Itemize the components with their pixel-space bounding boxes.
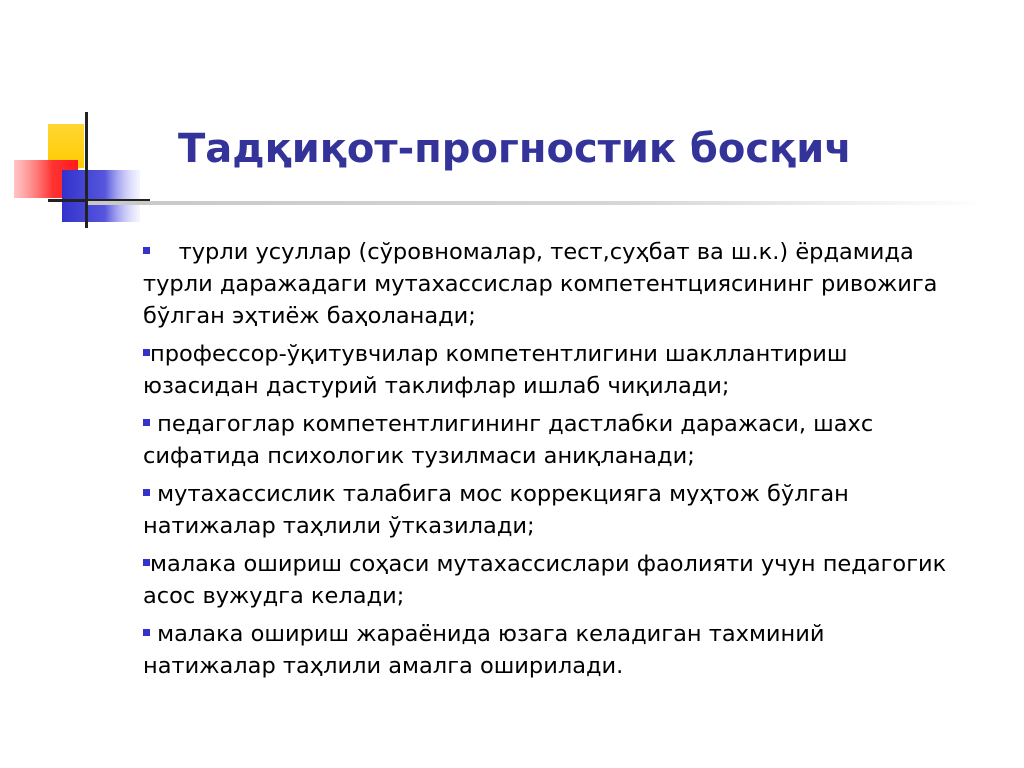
bullet-text: малака ошириш соҳаси мутахассислари фаолияти учун педагогик асос вужудга келади; [143, 551, 954, 609]
bullet-text: турли усуллар (сўровномалар, тест,суҳбат ва ш.к.) ёрдамида турли даражадаги мутахассислар компетентциясининг ривожига бўлган эҳтиёж баҳоланади; [143, 239, 945, 329]
logo-blue-square [62, 170, 140, 222]
bullet-list [143, 236, 963, 688]
bullet-text: профессор-ўқитувчилар компетентлигини шакллантириш юзасидан дастурий таклифлар ишлаб чиқилади; [143, 341, 855, 399]
bullet-item [143, 236, 963, 332]
square-bullet-icon [143, 247, 150, 254]
bullet-item [143, 478, 963, 542]
bullet-item [143, 618, 963, 682]
bullet-item [143, 548, 963, 612]
square-bullet-icon [143, 489, 150, 496]
square-bullet-icon [143, 559, 150, 566]
bullet-text: мутахассислик талабига мос коррекцияга муҳтож бўлган натижалар таҳлили ўтказилади; [143, 481, 857, 539]
logo-vertical-line [85, 112, 88, 228]
bullet-gap [150, 239, 179, 265]
title-underline [88, 201, 988, 205]
bullet-text: педагоглар компетентлигининг дастлабки даражаси, шахс сифатида психологик тузилмаси аниқланади; [143, 411, 881, 469]
square-bullet-icon [143, 349, 150, 356]
square-bullet-icon [143, 629, 150, 636]
bullet-text: малака ошириш жараёнида юзага келадиган тахминий натижалар таҳлили амалга оширилади. [143, 621, 832, 679]
bullet-item [143, 338, 963, 402]
square-bullet-icon [143, 419, 150, 426]
bullet-item [143, 408, 963, 472]
slide-title: Тадқиқот-прогностик босқич [178, 126, 852, 172]
